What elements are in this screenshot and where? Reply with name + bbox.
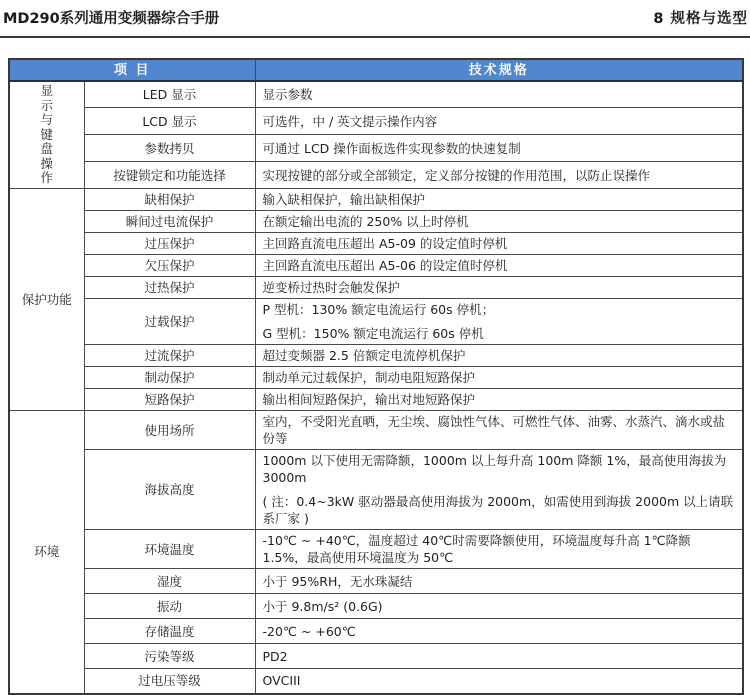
spec-paragraph: 逆变桥过热时会触发保护: [262, 280, 401, 295]
spec-cell: [255, 135, 743, 162]
item-cell: 污染等级: [84, 644, 255, 669]
item-cell: 过压保护: [84, 233, 255, 255]
table-row: [9, 669, 743, 694]
spec-cell: [255, 81, 743, 108]
item-cell: LCD 显示: [84, 108, 255, 135]
spec-paragraph: ( 注：0.4~3kW 驱动器最高使用海拔为 2000m，如需使用到海拔 2000m 以上请联系厂家 ): [262, 494, 734, 526]
table-row: [9, 644, 743, 669]
spec-cell: [255, 211, 743, 233]
table-row: [9, 233, 743, 255]
item-cell: 湿度: [84, 569, 255, 594]
spec-paragraph: 输入缺相保护，输出缺相保护: [262, 192, 426, 207]
spec-paragraph: OVCIII: [262, 673, 301, 689]
spec-paragraph: 小于 95%RH，无水珠凝结: [262, 573, 413, 589]
spec-paragraph: -20℃ ~ +60℃: [262, 623, 356, 639]
item-cell: 制动保护: [84, 367, 255, 389]
col-header-item: 项 目: [9, 59, 255, 81]
spec-paragraph: -10℃ ~ +40℃，温度超过 40℃时需要降额使用，环境温度每升高 1℃降额 1.5%，最高使用环境温度为 50℃: [262, 533, 691, 565]
spec-paragraph: 输出相间短路保护，输出对地短路保护: [262, 392, 476, 407]
table-row: [9, 569, 743, 594]
spec-paragraph: 主回路直流电压超出 A5-06 的设定值时停机: [262, 258, 508, 273]
spec-cell: [255, 189, 743, 211]
item-cell: LED 显示: [84, 81, 255, 108]
col-header-spec: 技术规格: [255, 59, 743, 81]
group-label: 环境: [9, 411, 84, 694]
spec-paragraph: 可选件，中 / 英文提示操作内容: [262, 113, 438, 129]
table-row: [9, 367, 743, 389]
item-cell: 过流保护: [84, 345, 255, 367]
spec-table-head: [9, 59, 743, 81]
spec-cell: [255, 644, 743, 669]
table-row: [9, 162, 743, 189]
spec-cell: [255, 233, 743, 255]
spec-paragraph: 超过变频器 2.5 倍额定电流停机保护: [262, 348, 466, 363]
spec-cell: [255, 619, 743, 644]
spec-cell: [255, 450, 743, 530]
table-row: [9, 108, 743, 135]
spec-cell: [255, 389, 743, 411]
table-row: [9, 299, 743, 345]
spec-cell: [255, 162, 743, 189]
item-cell: 存储温度: [84, 619, 255, 644]
item-cell: 短路保护: [84, 389, 255, 411]
table-row: [9, 135, 743, 162]
spec-paragraph: 实现按键的部分或全部锁定，定义部分按键的作用范围，以防止误操作: [262, 167, 651, 183]
spec-cell: [255, 277, 743, 299]
table-row: [9, 189, 743, 211]
spec-paragraph: 显示参数: [262, 87, 313, 103]
table-row: [9, 277, 743, 299]
item-cell: 海拔高度: [84, 450, 255, 530]
spec-cell: [255, 367, 743, 389]
item-cell: 按键锁定和功能选择: [84, 162, 255, 189]
item-cell: 瞬间过电流保护: [84, 211, 255, 233]
spec-table: [8, 58, 744, 695]
spec-table-body: [9, 81, 743, 694]
table-row: [9, 389, 743, 411]
spec-cell: [255, 594, 743, 619]
item-cell: 过载保护: [84, 299, 255, 345]
spec-cell: [255, 411, 743, 450]
spec-paragraph: 在额定输出电流的 250% 以上时停机: [262, 214, 469, 229]
spec-paragraph: 制动单元过载保护，制动电阻短路保护: [262, 370, 476, 385]
spec-cell: [255, 669, 743, 694]
table-row: [9, 211, 743, 233]
table-row: [9, 450, 743, 530]
chapter-title: 8 规格与选型: [653, 11, 748, 27]
spec-paragraph: PD2: [262, 648, 288, 664]
running-header: [0, 0, 750, 29]
item-cell: 振动: [84, 594, 255, 619]
spec-cell: [255, 345, 743, 367]
item-cell: 环境温度: [84, 530, 255, 569]
item-cell: 过热保护: [84, 277, 255, 299]
table-row: [9, 411, 743, 450]
spec-paragraph: G 型机：150% 额定电流运行 60s 停机: [262, 326, 484, 341]
item-cell: 过电压等级: [84, 669, 255, 694]
table-row: [9, 619, 743, 644]
spec-paragraph: P 型机：130% 额定电流运行 60s 停机；: [262, 302, 495, 317]
spec-paragraph: 小于 9.8m/s² (0.6G): [262, 598, 383, 614]
spec-cell: [255, 569, 743, 594]
item-cell: 使用场所: [84, 411, 255, 450]
spec-paragraph: 可通过 LCD 操作面板选件实现参数的快速复制: [262, 140, 521, 156]
item-cell: 缺相保护: [84, 189, 255, 211]
header-divider: [0, 36, 750, 38]
spec-paragraph: 主回路直流电压超出 A5-09 的设定值时停机: [262, 236, 508, 251]
group-label: 显示与键盘操作: [9, 81, 84, 189]
group-label: 保护功能: [9, 189, 84, 411]
spec-cell: [255, 299, 743, 345]
table-row: [9, 345, 743, 367]
table-row: [9, 255, 743, 277]
spec-paragraph: 1000m 以下使用无需降额，1000m 以上每升高 100m 降额 1%，最高使用海拔为 3000m: [262, 453, 727, 485]
table-row: [9, 81, 743, 108]
table-row: [9, 530, 743, 569]
spec-cell: [255, 255, 743, 277]
item-cell: 参数拷贝: [84, 135, 255, 162]
spec-paragraph: 室内，不受阳光直晒，无尘埃、腐蚀性气体、可燃性气体、油雾、水蒸汽、滴水或盐份等: [262, 414, 726, 446]
spec-cell: [255, 530, 743, 569]
table-row: [9, 594, 743, 619]
item-cell: 欠压保护: [84, 255, 255, 277]
table-header-row: [9, 59, 743, 81]
doc-title: MD290系列通用变频器综合手册: [3, 11, 220, 27]
spec-cell: [255, 108, 743, 135]
